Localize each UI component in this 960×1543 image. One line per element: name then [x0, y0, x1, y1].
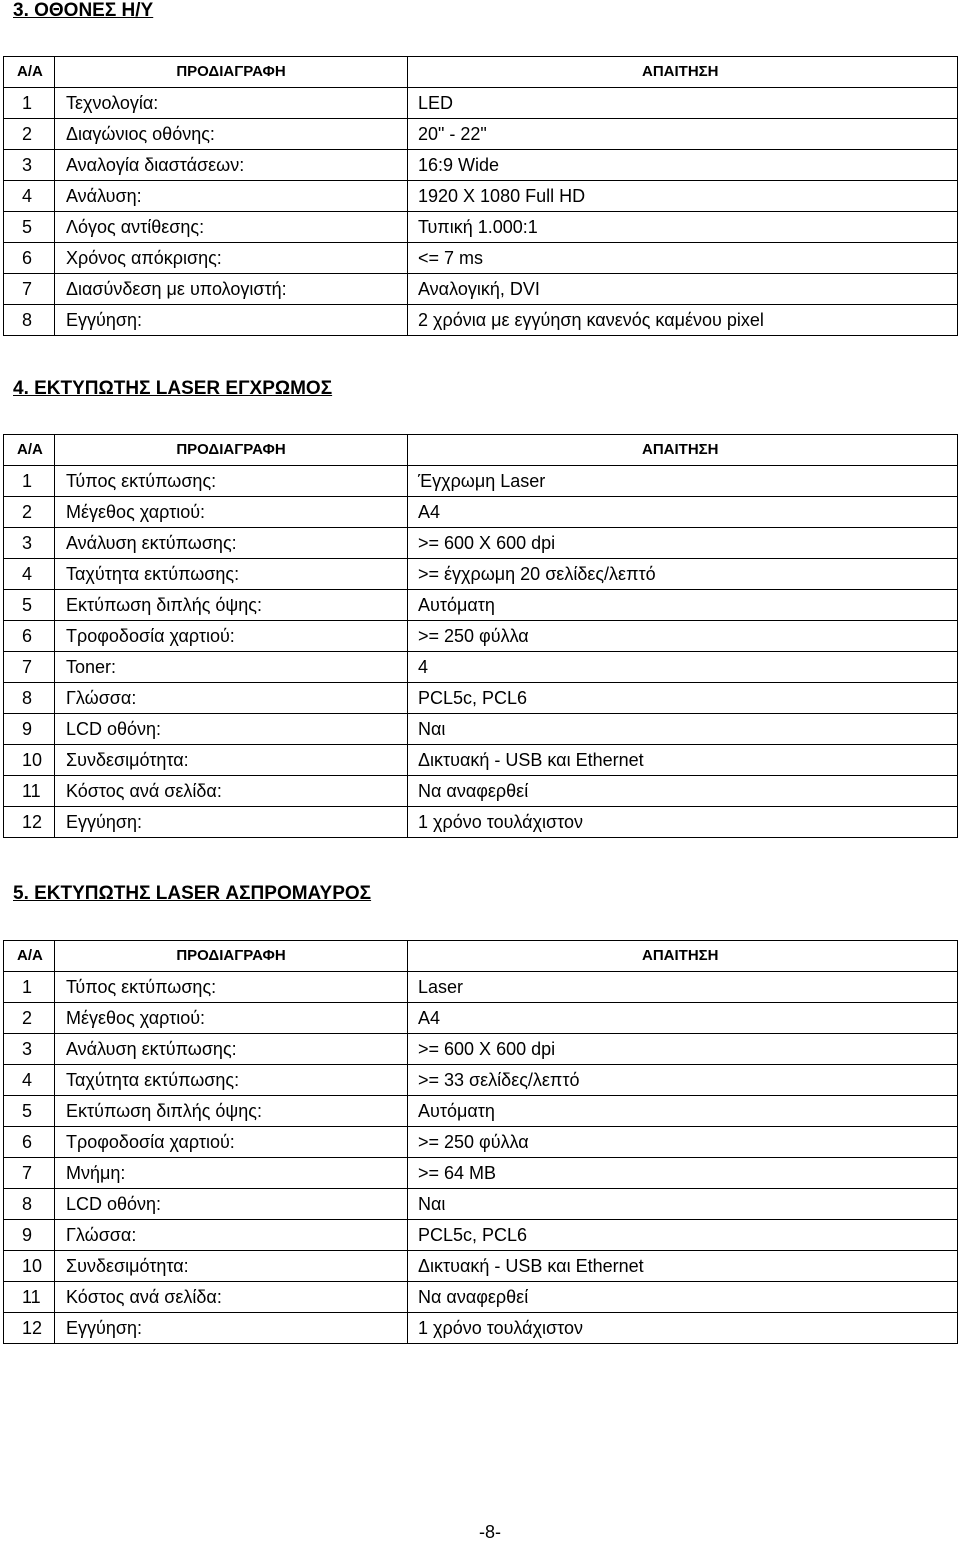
table-row — [4, 714, 958, 745]
spec-label: Κόστος ανά σελίδα: — [55, 776, 408, 807]
row-number: 12 — [4, 807, 55, 838]
section-mono-laser-printer-table — [3, 940, 958, 1344]
table-row — [4, 1158, 958, 1189]
row-number: 5 — [4, 1096, 55, 1127]
spec-label: Τύπος εκτύπωσης: — [55, 972, 408, 1003]
table-row — [4, 181, 958, 212]
spec-label: Εγγύηση: — [55, 305, 408, 336]
requirement-value: Δικτυακή - USB και Ethernet — [408, 1251, 958, 1282]
row-number: 4 — [4, 1065, 55, 1096]
requirement-value: Να αναφερθεί — [408, 1282, 958, 1313]
requirement-value: <= 7 ms — [408, 243, 958, 274]
spec-label: Γλώσσα: — [55, 1220, 408, 1251]
requirement-value: 1 χρόνο τουλάχιστον — [408, 807, 958, 838]
spec-label: Μέγεθος χαρτιού: — [55, 497, 408, 528]
row-number: 4 — [4, 559, 55, 590]
spec-label: Τύπος εκτύπωσης: — [55, 466, 408, 497]
requirement-value: Αυτόματη — [408, 590, 958, 621]
spec-label: Ταχύτητα εκτύπωσης: — [55, 1065, 408, 1096]
table-row — [4, 1313, 958, 1344]
table-row — [4, 1034, 958, 1065]
header-req: ΑΠΑΙΤΗΣΗ — [408, 57, 958, 88]
spec-label: Ανάλυση εκτύπωσης: — [55, 1034, 408, 1065]
row-number: 5 — [4, 212, 55, 243]
table-row — [4, 559, 958, 590]
header-aa: Α/Α — [4, 941, 55, 972]
row-number: 9 — [4, 1220, 55, 1251]
spec-label: Διασύνδεση με υπολογιστή: — [55, 274, 408, 305]
requirement-value: 1920 X 1080 Full HD — [408, 181, 958, 212]
table-row — [4, 590, 958, 621]
requirement-value: Ναι — [408, 714, 958, 745]
table-row — [4, 212, 958, 243]
requirement-value: >= έγχρωμη 20 σελίδες/λεπτό — [408, 559, 958, 590]
spec-label: Συνδεσιμότητα: — [55, 1251, 408, 1282]
table-row — [4, 1096, 958, 1127]
table-row — [4, 1282, 958, 1313]
table-header-row — [4, 435, 958, 466]
spec-label: Μνήμη: — [55, 1158, 408, 1189]
requirement-value: LED — [408, 88, 958, 119]
row-number: 2 — [4, 1003, 55, 1034]
spec-label: Toner: — [55, 652, 408, 683]
table-row — [4, 1003, 958, 1034]
spec-label: Εκτύπωση διπλής όψης: — [55, 590, 408, 621]
spec-label: Εγγύηση: — [55, 807, 408, 838]
table-row — [4, 972, 958, 1003]
spec-label: Διαγώνιος οθόνης: — [55, 119, 408, 150]
row-number: 11 — [4, 776, 55, 807]
section-title: 5. ΕΚΤΥΠΩΤΗΣ LASER ΑΣΠΡΟΜΑΥΡΟΣ — [13, 883, 372, 904]
table-row — [4, 305, 958, 336]
table-row — [4, 119, 958, 150]
requirement-value: Έγχρωμη Laser — [408, 466, 958, 497]
spec-label: Εκτύπωση διπλής όψης: — [55, 1096, 408, 1127]
row-number: 1 — [4, 88, 55, 119]
requirement-value: 16:9 Wide — [408, 150, 958, 181]
table-row — [4, 1251, 958, 1282]
table-header-row — [4, 57, 958, 88]
table-row — [4, 88, 958, 119]
row-number: 1 — [4, 972, 55, 1003]
requirement-value: 1 χρόνο τουλάχιστον — [408, 1313, 958, 1344]
header-spec: ΠΡΟΔΙΑΓΡΑΦΗ — [55, 435, 408, 466]
requirement-value: 4 — [408, 652, 958, 683]
section-color-laser-printer-table — [3, 434, 958, 838]
spec-label: Ανάλυση εκτύπωσης: — [55, 528, 408, 559]
row-number: 6 — [4, 243, 55, 274]
spec-label: Μέγεθος χαρτιού: — [55, 1003, 408, 1034]
spec-label: Κόστος ανά σελίδα: — [55, 1282, 408, 1313]
header-spec: ΠΡΟΔΙΑΓΡΑΦΗ — [55, 941, 408, 972]
spec-label: Αναλογία διαστάσεων: — [55, 150, 408, 181]
table-row — [4, 776, 958, 807]
table-row — [4, 1127, 958, 1158]
requirement-value: A4 — [408, 497, 958, 528]
requirement-value: A4 — [408, 1003, 958, 1034]
requirement-value: 20" - 22" — [408, 119, 958, 150]
section-monitors-table — [3, 56, 958, 336]
row-number: 2 — [4, 119, 55, 150]
table-row — [4, 274, 958, 305]
requirement-value: >= 250 φύλλα — [408, 621, 958, 652]
table-row — [4, 683, 958, 714]
row-number: 3 — [4, 150, 55, 181]
header-req: ΑΠΑΙΤΗΣΗ — [408, 941, 958, 972]
spec-label: Ταχύτητα εκτύπωσης: — [55, 559, 408, 590]
spec-label: Τροφοδοσία χαρτιού: — [55, 1127, 408, 1158]
table-row — [4, 466, 958, 497]
spec-label: Γλώσσα: — [55, 683, 408, 714]
header-aa: Α/Α — [4, 435, 55, 466]
page-number: -8- — [479, 1522, 501, 1542]
table-row — [4, 243, 958, 274]
header-req: ΑΠΑΙΤΗΣΗ — [408, 435, 958, 466]
table-row — [4, 1220, 958, 1251]
requirement-value: Τυπική 1.000:1 — [408, 212, 958, 243]
table-header-row — [4, 941, 958, 972]
table-row — [4, 745, 958, 776]
table-row — [4, 497, 958, 528]
table-row — [4, 528, 958, 559]
row-number: 10 — [4, 745, 55, 776]
row-number: 6 — [4, 1127, 55, 1158]
section-title: 4. ΕΚΤΥΠΩΤΗΣ LASER ΕΓΧΡΩΜΟΣ — [13, 378, 333, 399]
spec-label: Εγγύηση: — [55, 1313, 408, 1344]
row-number: 8 — [4, 683, 55, 714]
requirement-value: Δικτυακή - USB και Ethernet — [408, 745, 958, 776]
requirement-value: 2 χρόνια με εγγύηση κανενός καμένου pixel — [408, 305, 958, 336]
spec-label: Τεχνολογία: — [55, 88, 408, 119]
requirement-value: >= 33 σελίδες/λεπτό — [408, 1065, 958, 1096]
header-aa: Α/Α — [4, 57, 55, 88]
row-number: 7 — [4, 274, 55, 305]
row-number: 3 — [4, 528, 55, 559]
row-number: 11 — [4, 1282, 55, 1313]
requirement-value: Laser — [408, 972, 958, 1003]
spec-label: Χρόνος απόκρισης: — [55, 243, 408, 274]
requirement-value: >= 250 φύλλα — [408, 1127, 958, 1158]
row-number: 5 — [4, 590, 55, 621]
table-row — [4, 807, 958, 838]
requirement-value: >= 64 MB — [408, 1158, 958, 1189]
table-row — [4, 1065, 958, 1096]
spec-label: Συνδεσιμότητα: — [55, 745, 408, 776]
row-number: 1 — [4, 466, 55, 497]
spec-label: Τροφοδοσία χαρτιού: — [55, 621, 408, 652]
header-spec: ΠΡΟΔΙΑΓΡΑΦΗ — [55, 57, 408, 88]
spec-label: Ανάλυση: — [55, 181, 408, 212]
row-number: 8 — [4, 1189, 55, 1220]
row-number: 8 — [4, 305, 55, 336]
row-number: 2 — [4, 497, 55, 528]
row-number: 10 — [4, 1251, 55, 1282]
requirement-value: PCL5c, PCL6 — [408, 683, 958, 714]
table-row — [4, 150, 958, 181]
section-title: 3. ΟΘΟΝΕΣ Η/Υ — [13, 0, 154, 21]
requirement-value: Να αναφερθεί — [408, 776, 958, 807]
requirement-value: Αναλογική, DVI — [408, 274, 958, 305]
row-number: 7 — [4, 1158, 55, 1189]
spec-label: Λόγος αντίθεσης: — [55, 212, 408, 243]
requirement-value: >= 600 X 600 dpi — [408, 1034, 958, 1065]
table-row — [4, 621, 958, 652]
table-row — [4, 1189, 958, 1220]
row-number: 4 — [4, 181, 55, 212]
row-number: 7 — [4, 652, 55, 683]
requirement-value: Αυτόματη — [408, 1096, 958, 1127]
row-number: 3 — [4, 1034, 55, 1065]
row-number: 6 — [4, 621, 55, 652]
spec-label: LCD οθόνη: — [55, 714, 408, 745]
requirement-value: Ναι — [408, 1189, 958, 1220]
table-row — [4, 652, 958, 683]
spec-label: LCD οθόνη: — [55, 1189, 408, 1220]
row-number: 9 — [4, 714, 55, 745]
row-number: 12 — [4, 1313, 55, 1344]
requirement-value: >= 600 X 600 dpi — [408, 528, 958, 559]
requirement-value: PCL5c, PCL6 — [408, 1220, 958, 1251]
